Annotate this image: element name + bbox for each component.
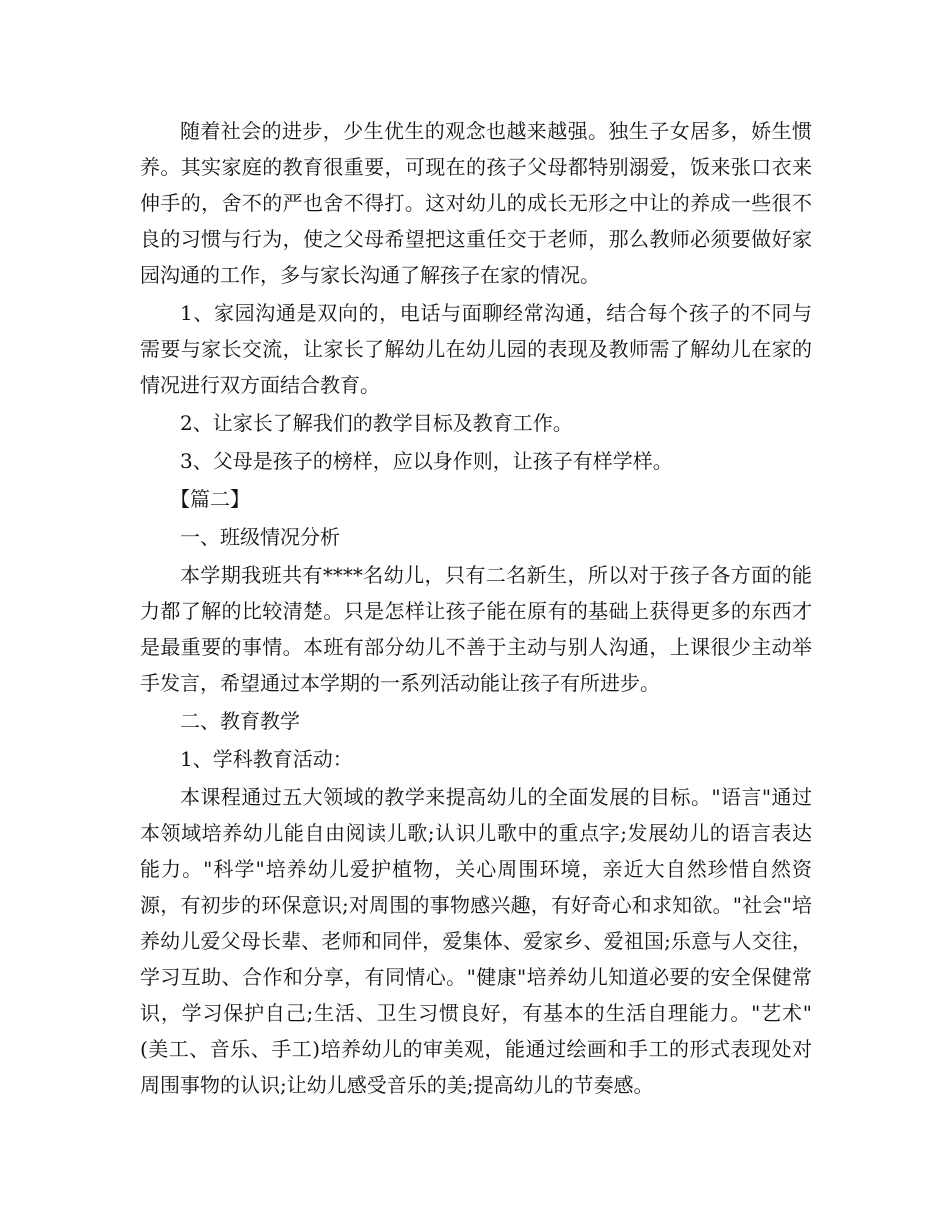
subheading-class-analysis: 一、班级情况分析	[180, 525, 340, 549]
section-heading-part-two: 【篇二】	[170, 487, 250, 511]
subheading-education-teaching: 二、教育教学	[180, 709, 300, 733]
paragraph-item-3: 3、父母是孩子的榜样，应以身作则，让孩子有样学样。	[180, 449, 673, 473]
paragraph-class-analysis: 本学期我班共有****名幼儿，只有二名新生，所以对于孩子各方面的能力都了解的比较清楚。只是怎样让孩子能在原有的基础上获得更多的东西才是最重要的事情。本班有部分幼儿不善于主动与别人沟通，上课很少主动举手发言，希望通过本学期的一系列活动能让孩子有所进步。	[140, 563, 812, 695]
paragraph-item-1: 1、家园沟通是双向的，电话与面聊经常沟通，结合每个孩子的不同与需要与家长交流，让家长了解幼儿在幼儿园的表现及教师需了解幼儿在家的情况进行双方面结合教育。	[140, 301, 812, 397]
subheading-subject-activities: 1、学科教育活动：	[180, 747, 353, 771]
paragraph-intro: 随着社会的进步，少生优生的观念也越来越强。独生子女居多，娇生惯养。其实家庭的教育很重要，可现在的孩子父母都特别溺爱，饭来张口衣来伸手的，舍不的严也舍不得打。这对幼儿的成长无形之中让的养成一些很不良的习惯与行为，使之父母希望把这重任交于老师，那么教师必须要做好家园沟通的工作，多与家长沟通了解孩子在家的情况。	[140, 119, 812, 287]
document-body	[140, 113, 812, 1105]
paragraph-five-domains: 本课程通过五大领域的教学来提高幼儿的全面发展的目标。"语言"通过本领域培养幼儿能自由阅读儿歌;认识儿歌中的重点字;发展幼儿的语言表达能力。"科学"培养幼儿爱护植物，关心周围环境，亲近大自然珍惜自然资源，有初步的环保意识;对周围的事物感兴趣，有好奇心和求知欲。"社会"培养幼儿爱父母长辈、老师和同伴，爱集体、爱家乡、爱祖国;乐意与人交往，学习互助、合作和分享，有同情心。"健康"培养幼儿知道必要的安全保健常识，学习保护自己;生活、卫生习惯良好，有基本的生活自理能力。"艺术"(美工、音乐、手工)培养幼儿的审美观，能通过绘画和手工的形式表现处对周围事物的认识;让幼儿感受音乐的美;提高幼儿的节奏感。	[140, 785, 812, 1097]
paragraph-item-2: 2、让家长了解我们的教学目标及教育工作。	[180, 411, 573, 435]
